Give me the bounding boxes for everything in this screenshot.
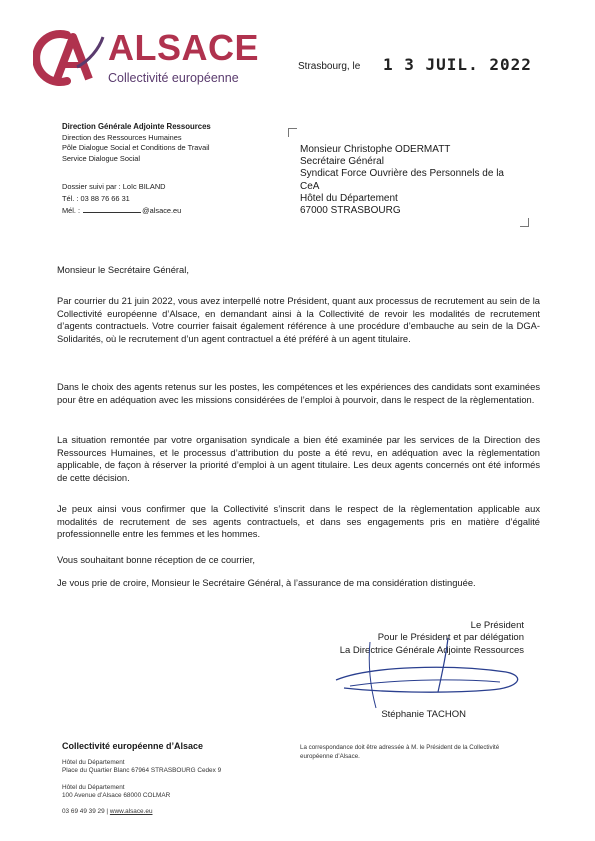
sender-mail: [62, 205, 181, 217]
sender-pole: Pôle Dialogue Social et Conditions de Travail: [62, 143, 210, 153]
sender-department: Direction des Ressources Humaines: [62, 132, 182, 142]
recipient-block: [300, 144, 525, 217]
mail-redaction: [83, 212, 141, 213]
footer-address-strasbourg: [62, 759, 221, 776]
salutation: Monsieur le Secrétaire Général,: [57, 265, 189, 275]
logo-wordmark: ALSACE: [108, 27, 260, 68]
paragraph-3: La situation remontée par votre organisation syndicale a bien été examinée par les services de la Direction des Ressources Humaines, et le processus d’attribution du poste a été revu, en adéquation avec la règlementation applicable, de façon à réserver la priorité d’emploi à un agent titulaire. Les deux agents concernés ont été informés de cette décision.: [57, 435, 540, 484]
window-corner-top-left: [288, 128, 297, 137]
signature-title-1: Le Président: [470, 620, 524, 631]
footer-phone: 03 69 49 39 29 |: [62, 808, 109, 815]
alsace-logo-icon: [33, 27, 105, 87]
footer-address-colmar: [62, 784, 170, 801]
signatory-name: Stéphanie TACHON: [381, 709, 466, 720]
recipient-city: 67000 STRASBOURG: [300, 205, 401, 217]
window-corner-bottom-right: [520, 218, 529, 227]
address-2-name: Hôtel du Département: [62, 784, 125, 791]
footer-org: Collectivité européenne d’Alsace: [62, 741, 204, 751]
date-stamp: 1 3 JUIL. 2022: [383, 55, 532, 74]
signature-title-2: Pour le Président et par délégation: [377, 632, 524, 644]
footer-contact: [62, 808, 153, 816]
sender-block: [62, 122, 211, 164]
mail-label: Mél. :: [62, 206, 81, 215]
paragraph-2: Dans le choix des agents retenus sur les postes, les compétences et les expériences des candidats sont examinées pour être en adéquation avec les missions considérées de l’emploi à pourvoir, dans le respect de la règlementation.: [57, 382, 540, 405]
recipient-name: Monsieur Christophe ODERMATT: [300, 144, 451, 155]
recipient-title: Secrétaire Général: [300, 156, 384, 168]
address-1-name: Hôtel du Département: [62, 759, 125, 766]
paragraph-1: Par courrier du 21 juin 2022, vous avez interpellé notre Président, quant aux processus de recrutement au sein de la Collectivité européenne d’Alsace, en demandant ainsi à la Collectivité de revoir les modalités de recrutement d’agents contractuels. Votre courrier faisait également référence à une procédure d’embauche au sein de la DGA-Solidarités, où le recrutement d’un agent contractuel a été préféré à un agent titulaire.: [57, 296, 540, 345]
address-1-street: Place du Quartier Blanc 67964 STRASBOURG Cedex 9: [62, 767, 222, 775]
recipient-org: Syndicat Force Ouvrière des Personnels de la CeA: [300, 168, 504, 192]
sender-direction: Direction Générale Adjointe Ressources: [62, 122, 211, 131]
signature-title-3: La Directrice Générale Adjointe Ressources: [339, 644, 524, 656]
address-2-street: 100 Avenue d’Alsace 68000 COLMAR: [62, 792, 171, 800]
sender-tel: Tél. : 03 88 76 66 31: [62, 194, 130, 203]
paragraph-4: Je peux ainsi vous confirmer que la Collectivité s’inscrit dans le respect de la règlementation applicable aux modalités de recrutement de ses agents contractuels, et dans ses engagements pris en matière d’égalité professionnelle entre les femmes et les hommes.: [57, 504, 540, 540]
paragraph-6: Je vous prie de croire, Monsieur le Secrétaire Général, à l’assurance de ma considération distinguée.: [57, 578, 476, 588]
website-link[interactable]: www.alsace.eu: [109, 808, 153, 815]
place-label: Strasbourg, le: [298, 61, 361, 72]
logo-subtitle: Collectivité européenne: [108, 71, 239, 85]
handwritten-signature-icon: [330, 636, 530, 712]
recipient-building: Hôtel du Département: [300, 192, 398, 204]
mail-domain: @alsace.eu: [142, 206, 182, 215]
paragraph-5: Vous souhaitant bonne réception de ce courrier,: [57, 555, 255, 565]
correspondence-note: La correspondance doit être adressée à M. le Président de la Collectivité européenne d’Alsace.: [300, 744, 500, 760]
contact-block: [62, 181, 181, 217]
sender-service: Service Dialogue Social: [62, 153, 141, 163]
followed-by: Dossier suivi par : Loïc BILAND: [62, 182, 166, 191]
